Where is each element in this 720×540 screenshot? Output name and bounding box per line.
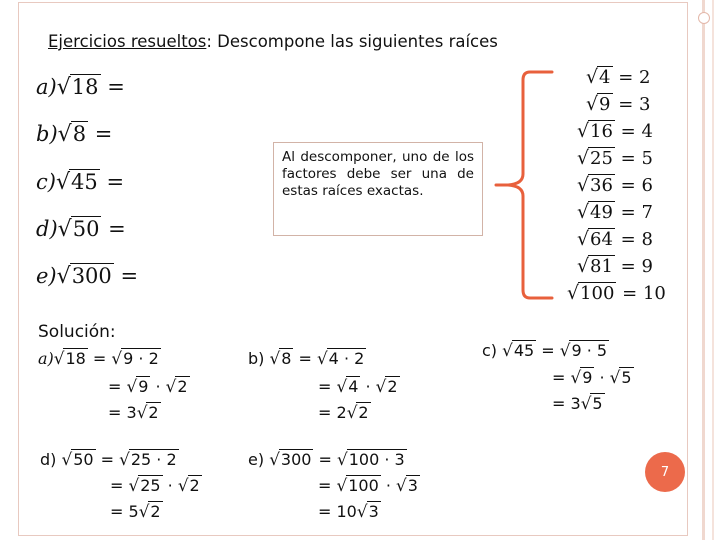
exercise-d: d)√50 = — [36, 217, 126, 242]
root-row-16: √16 = 4 — [577, 120, 653, 142]
decorative-rail-knob — [698, 12, 710, 24]
root-row-100: √100 = 10 — [567, 282, 666, 304]
exercise-a: a)√18 = — [36, 75, 125, 100]
root-row-36: √36 = 6 — [577, 174, 653, 196]
radical: √50 — [57, 217, 100, 242]
bracket-connector — [490, 66, 562, 302]
radical: √8 — [57, 122, 87, 147]
title-underlined: Ejercicios resueltos — [48, 32, 207, 51]
exercise-b: b)√8 = — [36, 122, 113, 147]
solution-e-line3: = 10√3 — [318, 501, 379, 521]
radical: √45 — [55, 170, 98, 195]
title-rest: : Descompone las siguientes raíces — [206, 32, 498, 51]
root-row-25: √25 = 5 — [577, 147, 653, 169]
solution-c-line3: = 3√5 — [552, 393, 603, 413]
decorative-rail-inner — [712, 0, 714, 540]
root-row-64: √64 = 8 — [577, 228, 653, 250]
solution-c-line2: = √9 · √5 — [552, 367, 632, 387]
root-row-49: √49 = 7 — [577, 201, 653, 223]
root-row-9: √9 = 3 — [586, 93, 651, 115]
root-row-81: √81 = 9 — [577, 255, 653, 277]
solution-a-line3: = 3√2 — [108, 402, 159, 422]
solution-b-line1: b) √8 = √4 · 2 — [248, 348, 365, 368]
solution-b-line3: = 2√2 — [318, 402, 369, 422]
solution-d-line2: = √25 · √2 — [110, 475, 200, 495]
solution-d-line3: = 5√2 — [110, 501, 161, 521]
root-row-4: √4 = 2 — [586, 66, 651, 88]
solution-e-line1: e) √300 = √100 · 3 — [248, 449, 405, 469]
solution-c-line1: c) √45 = √9 · 5 — [482, 340, 608, 360]
page-title — [48, 32, 498, 51]
exercise-c: c)√45 = — [36, 170, 125, 195]
exercise-e: e)√300 = — [36, 264, 139, 289]
solution-b-line2: = √4 · √2 — [318, 376, 398, 396]
solution-e-line2: = √100 · √3 — [318, 475, 418, 495]
decorative-rail — [702, 0, 705, 540]
hint-note: Al descomponer, uno de los factores debe ser una de estas raíces exactas. — [273, 142, 483, 236]
radical: √18 — [56, 75, 99, 100]
radical: √300 — [56, 264, 112, 289]
solution-a-line2: = √9 · √2 — [108, 376, 188, 396]
page-number-badge: 7 — [645, 452, 685, 492]
solution-a-line1: a)√18 = √9 · 2 — [38, 348, 159, 368]
solution-heading: Solución: — [38, 322, 116, 342]
solution-d-line1: d) √50 = √25 · 2 — [40, 449, 177, 469]
